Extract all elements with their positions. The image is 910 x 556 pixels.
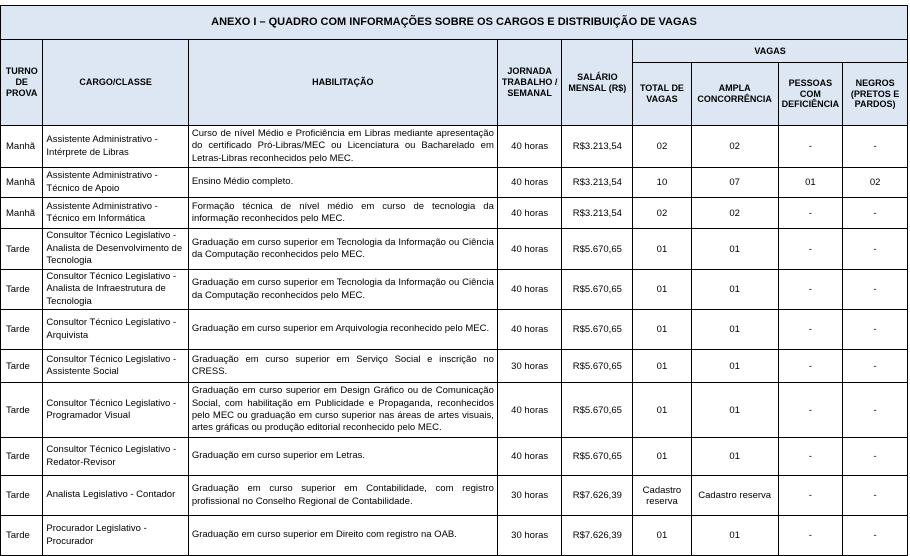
habilitacao-cell: Curso de nível Médio e Proficiência em Libras mediante apresentação do certificado Pró-Libras/MEC ou Licenciatura ou Bacharelado em Letras-Libras reconhecidos pelo MEC. (188, 126, 497, 168)
total-vagas-cell: 01 (633, 516, 692, 556)
turno-cell: Tarde (1, 516, 43, 556)
salario-cell: R$5.670,65 (562, 270, 633, 310)
negros-vagas-cell: - (843, 198, 908, 229)
total-vagas-cell: Cadastro reserva (633, 476, 692, 516)
habilitacao-cell: Graduação em curso superior em Direito com registro na OAB. (188, 516, 497, 556)
negros-vagas-cell: - (843, 438, 908, 476)
salario-cell: R$3.213,54 (562, 168, 633, 198)
ampla-concorrencia-cell: Cadastro reserva (691, 476, 778, 516)
habilitacao-cell: Graduação em curso superior em Tecnologia da Informação ou Ciência da Computação reconhecidos pelo MEC. (188, 270, 497, 310)
negros-vagas-cell: - (843, 126, 908, 168)
cargo-cell: Assistente Administrativo - Técnico em Informática (43, 198, 188, 229)
salario-cell: R$5.670,65 (562, 310, 633, 350)
habilitacao-cell: Formação técnica de nível médio em curso de tecnologia da informação reconhecidos pelo MEC. (188, 198, 497, 229)
table-row (1, 168, 908, 198)
habilitacao-cell: Graduação em curso superior em Contabilidade, com registro profissional no Conselho Regional de Contabilidade. (188, 476, 497, 516)
table-row (1, 198, 908, 229)
negros-vagas-cell: - (843, 476, 908, 516)
header-cargo: CARGO/CLASSE (43, 40, 188, 126)
ampla-concorrencia-cell: 01 (691, 310, 778, 350)
pcd-vagas-cell: - (778, 516, 843, 556)
header-ampla-concorrencia: AMPLA CONCORRÊNCIA (691, 63, 778, 126)
negros-vagas-cell: 02 (843, 168, 908, 198)
jornada-cell: 40 horas (497, 229, 562, 270)
turno-cell: Tarde (1, 383, 43, 438)
cargo-cell: Procurador Legislativo - Procurador (43, 516, 188, 556)
header-total-vagas: TOTAL DE VAGAS (633, 63, 692, 126)
table-row (1, 229, 908, 270)
ampla-concorrencia-cell: 07 (691, 168, 778, 198)
vacancy-table (0, 5, 908, 556)
pcd-vagas-cell: - (778, 126, 843, 168)
table-row (1, 383, 908, 438)
header-negros: NEGROS (PRETOS E PARDOS) (843, 63, 908, 126)
ampla-concorrencia-cell: 02 (691, 126, 778, 168)
salario-cell: R$5.670,65 (562, 383, 633, 438)
turno-cell: Tarde (1, 476, 43, 516)
header-jornada: JORNADA TRABALHO / SEMANAL (497, 40, 562, 126)
jornada-cell: 40 horas (497, 383, 562, 438)
table-title: ANEXO I – QUADRO COM INFORMAÇÕES SOBRE OS CARGOS E DISTRIBUIÇÃO DE VAGAS (1, 6, 908, 40)
total-vagas-cell: 01 (633, 438, 692, 476)
habilitacao-cell: Graduação em curso superior em Serviço Social e inscrição no CRESS. (188, 350, 497, 383)
cargo-cell: Consultor Técnico Legislativo - Analista de Infraestrutura de Tecnologia (43, 270, 188, 310)
turno-cell: Manhã (1, 198, 43, 229)
table-row (1, 438, 908, 476)
ampla-concorrencia-cell: 01 (691, 383, 778, 438)
cargo-cell: Assistente Administrativo - Intérprete de Libras (43, 126, 188, 168)
total-vagas-cell: 01 (633, 270, 692, 310)
negros-vagas-cell: - (843, 516, 908, 556)
cargo-cell: Consultor Técnico Legislativo - Assistente Social (43, 350, 188, 383)
table-row (1, 516, 908, 556)
cargo-cell: Consultor Técnico Legislativo - Analista de Desenvolvimento de Tecnologia (43, 229, 188, 270)
ampla-concorrencia-cell: 01 (691, 350, 778, 383)
header-turno: TURNO DE PROVA (1, 40, 43, 126)
header-vagas: VAGAS (633, 40, 908, 63)
pcd-vagas-cell: - (778, 310, 843, 350)
ampla-concorrencia-cell: 01 (691, 270, 778, 310)
jornada-cell: 40 horas (497, 438, 562, 476)
negros-vagas-cell: - (843, 270, 908, 310)
total-vagas-cell: 01 (633, 310, 692, 350)
cargo-cell: Consultor Técnico Legislativo - Redator-Revisor (43, 438, 188, 476)
total-vagas-cell: 01 (633, 350, 692, 383)
turno-cell: Tarde (1, 229, 43, 270)
turno-cell: Tarde (1, 350, 43, 383)
cargo-cell: Consultor Técnico Legislativo - Programador Visual (43, 383, 188, 438)
pcd-vagas-cell: - (778, 270, 843, 310)
negros-vagas-cell: - (843, 383, 908, 438)
pcd-vagas-cell: 01 (778, 168, 843, 198)
ampla-concorrencia-cell: 02 (691, 198, 778, 229)
salario-cell: R$3.213,54 (562, 198, 633, 229)
jornada-cell: 40 horas (497, 310, 562, 350)
vacancy-table-document (0, 5, 910, 556)
table-row (1, 126, 908, 168)
negros-vagas-cell: - (843, 310, 908, 350)
jornada-cell: 30 horas (497, 350, 562, 383)
turno-cell: Manhã (1, 126, 43, 168)
habilitacao-cell: Graduação em curso superior em Tecnologia da Informação ou Ciência da Computação reconhecidos pelo MEC. (188, 229, 497, 270)
table-body (1, 126, 908, 556)
total-vagas-cell: 01 (633, 229, 692, 270)
pcd-vagas-cell: - (778, 438, 843, 476)
negros-vagas-cell: - (843, 350, 908, 383)
cargo-cell: Consultor Técnico Legislativo - Arquivista (43, 310, 188, 350)
turno-cell: Manhã (1, 168, 43, 198)
habilitacao-cell: Graduação em curso superior em Arquivologia reconhecido pelo MEC. (188, 310, 497, 350)
turno-cell: Tarde (1, 270, 43, 310)
total-vagas-cell: 01 (633, 383, 692, 438)
total-vagas-cell: 02 (633, 198, 692, 229)
salario-cell: R$5.670,65 (562, 229, 633, 270)
habilitacao-cell: Graduação em curso superior em Design Gráfico ou de Comunicação Social, com habilitação em Publicidade e Propaganda, reconhecidos pelo MEC ou graduação em curso superior nas áreas de artes visuais, artes gráficas ou produção editorial reconhecido pelo MEC. (188, 383, 497, 438)
salario-cell: R$7.626,39 (562, 476, 633, 516)
pcd-vagas-cell: - (778, 383, 843, 438)
negros-vagas-cell: - (843, 229, 908, 270)
pcd-vagas-cell: - (778, 476, 843, 516)
jornada-cell: 40 horas (497, 126, 562, 168)
salario-cell: R$5.670,65 (562, 350, 633, 383)
pcd-vagas-cell: - (778, 198, 843, 229)
jornada-cell: 40 horas (497, 198, 562, 229)
turno-cell: Tarde (1, 310, 43, 350)
ampla-concorrencia-cell: 01 (691, 516, 778, 556)
jornada-cell: 40 horas (497, 270, 562, 310)
table-row (1, 476, 908, 516)
pcd-vagas-cell: - (778, 350, 843, 383)
table-row (1, 310, 908, 350)
habilitacao-cell: Graduação em curso superior em Letras. (188, 438, 497, 476)
header-salario: SALÁRIO MENSAL (R$) (562, 40, 633, 126)
pcd-vagas-cell: - (778, 229, 843, 270)
salario-cell: R$3.213,54 (562, 126, 633, 168)
salario-cell: R$5.670,65 (562, 438, 633, 476)
jornada-cell: 40 horas (497, 168, 562, 198)
cargo-cell: Assistente Administrativo - Técnico de Apoio (43, 168, 188, 198)
jornada-cell: 30 horas (497, 476, 562, 516)
total-vagas-cell: 10 (633, 168, 692, 198)
table-row (1, 350, 908, 383)
ampla-concorrencia-cell: 01 (691, 438, 778, 476)
header-pessoas-deficiencia: PESSOAS COM DEFICIÊNCIA (778, 63, 843, 126)
total-vagas-cell: 02 (633, 126, 692, 168)
jornada-cell: 30 horas (497, 516, 562, 556)
cargo-cell: Analista Legislativo - Contador (43, 476, 188, 516)
salario-cell: R$7.626,39 (562, 516, 633, 556)
ampla-concorrencia-cell: 01 (691, 229, 778, 270)
turno-cell: Tarde (1, 438, 43, 476)
header-habilitacao: HABILITAÇÃO (188, 40, 497, 126)
table-row (1, 270, 908, 310)
habilitacao-cell: Ensino Médio completo. (188, 168, 497, 198)
